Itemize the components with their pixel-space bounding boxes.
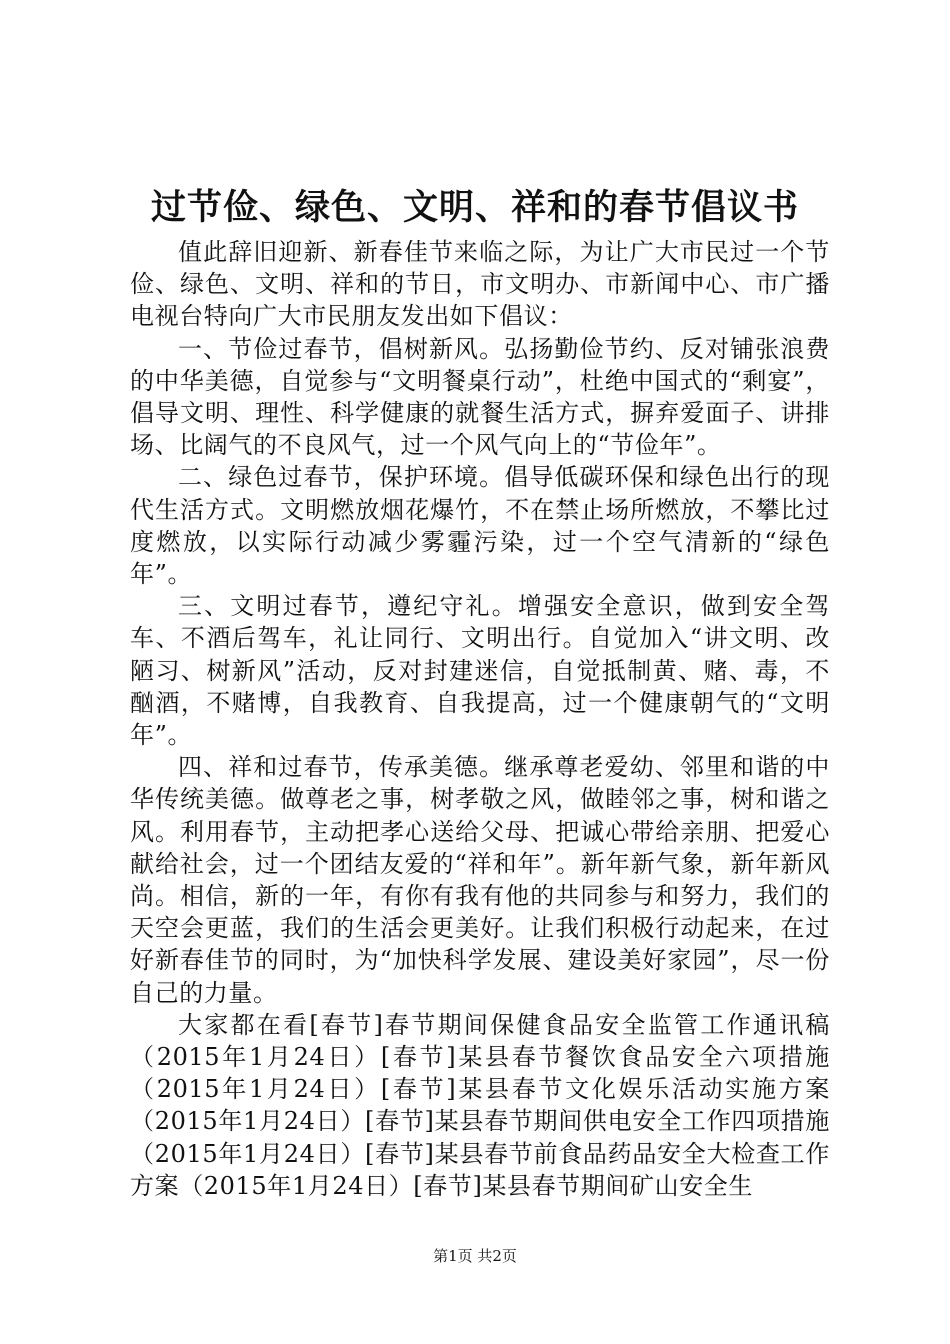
document-body xyxy=(130,236,830,1202)
page-footer: 第1页 共2页 xyxy=(433,1247,517,1265)
paragraph-item-3: 三、文明过春节，遵纪守礼。增强安全意识，做到安全驾车、不酒后驾车，礼让同行、文明出行。自觉加入“讲文明、改陋习、树新风”活动，反对封建迷信，自觉抵制黄、赌、毒，不酗酒，不赌博，自我教育、自我提高，过一个健康朝气的“文明年”。 xyxy=(130,592,830,750)
related-articles-paragraph: 大家都在看[春节]春节期间保健食品安全监管工作通讯稿（2015年1月24日）[春节]某县春节餐饮食品安全六项措施（2015年1月24日）[春节]某县春节文化娱乐活动实施方案（2015年1月24日）[春节]某县春节期间供电安全工作四项措施（2015年1月24日）[春节]某县春节前食品药品安全大检查工作方案（2015年1月24日）[春节]某县春节期间矿山安全生 xyxy=(130,1010,830,1200)
paragraph-intro: 值此辞旧迎新、新春佳节来临之际，为让广大市民过一个节俭、绿色、文明、祥和的节日，市文明办、市新闻中心、市广播电视台特向广大市民朋友发出如下倡议： xyxy=(130,238,830,331)
paragraph-item-4: 四、祥和过春节，传承美德。继承尊老爱幼、邻里和谐的中华传统美德。做尊老之事，树孝敬之风，做睦邻之事，树和谐之风。利用春节，主动把孝心送给父母、把诚心带给亲朋、把爱心献给社会，过一个团结友爱的“祥和年”。新年新气象，新年新风尚。相信，新的一年，有你有我有他的共同参与和努力，我们的天空会更蓝，我们的生活会更美好。让我们积极行动起来，在过好新春佳节的同时，为“加快科学发展、建设美好家园”，尽一份自己的力量。 xyxy=(130,753,830,1007)
paragraph-item-1: 一、节俭过春节，倡树新风。弘扬勤俭节约、反对铺张浪费的中华美德，自觉参与“文明餐桌行动”，杜绝中国式的“剩宴”，倡导文明、理性、科学健康的就餐生活方式，摒弃爱面子、讲排场、比阔气的不良风气，过一个风气向上的“节俭年”。 xyxy=(130,334,830,460)
paragraph-item-2: 二、绿色过春节，保护环境。倡导低碳环保和绿色出行的现代生活方式。文明燃放烟花爆竹，不在禁止场所燃放，不攀比过度燃放，以实际行动减少雾霾污染，过一个空气清新的“绿色年”。 xyxy=(130,463,830,589)
document-title: 过节俭、绿色、文明、祥和的春节倡议书 xyxy=(150,187,799,228)
